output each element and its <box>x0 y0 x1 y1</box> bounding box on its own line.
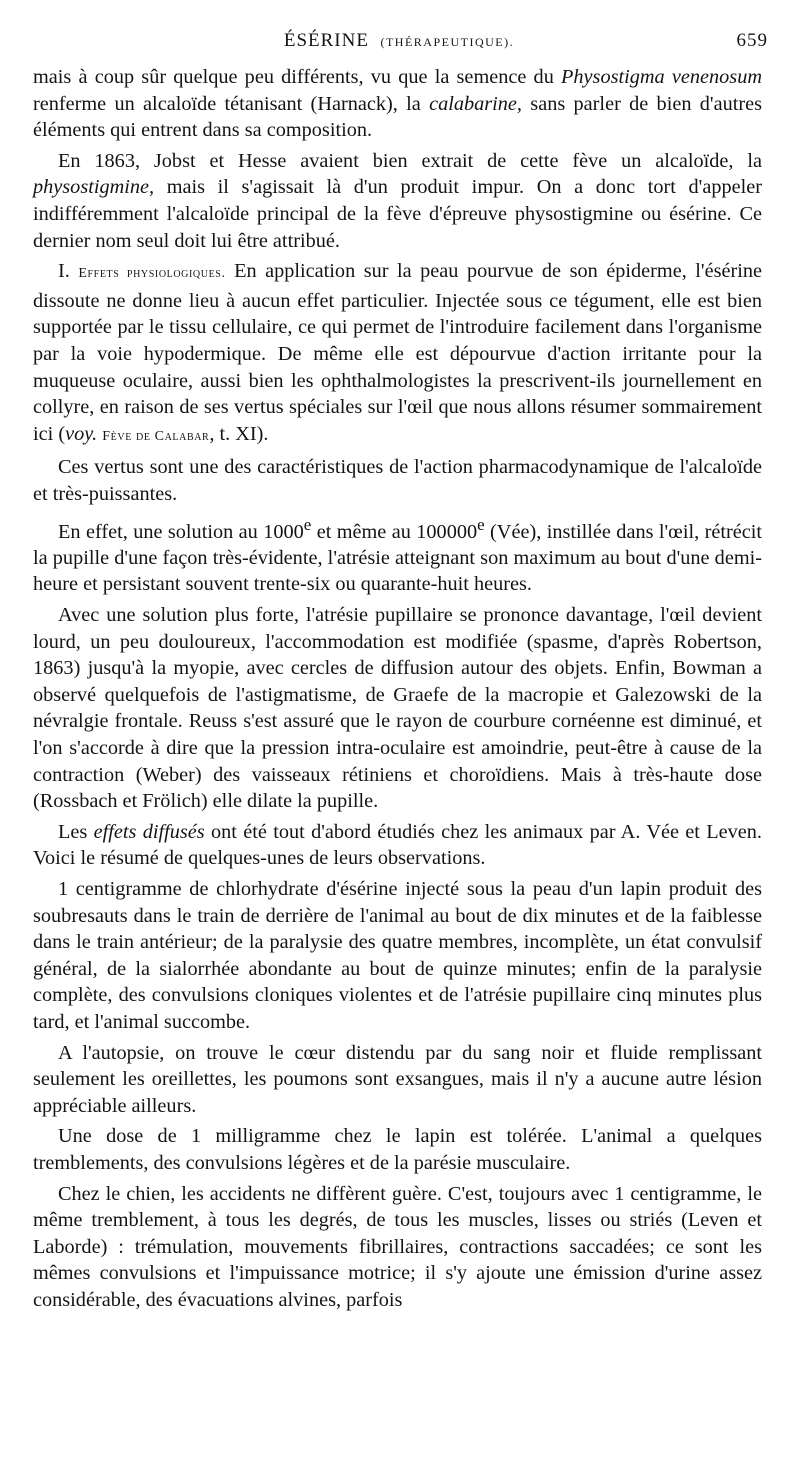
text-run: Une dose de 1 milligramme chez le lapin est tolérée. L'animal a quelques tremblements, des convulsions légères et de la parésie musculaire. <box>33 1125 762 1174</box>
italic-term: voy. <box>65 422 98 445</box>
italic-term: calabarine, <box>429 92 523 115</box>
superscript: e <box>477 514 485 534</box>
paragraph <box>33 876 762 1036</box>
paragraph <box>33 512 762 599</box>
running-header <box>30 30 768 56</box>
section-number: I. <box>58 260 79 283</box>
text-run: sans parler de bien d'autres éléments qui entrent dans sa composition. <box>33 92 762 142</box>
italic-term: Physostigma venenosum <box>561 66 762 88</box>
body-text <box>33 64 762 1317</box>
text-run: Chez le chien, les accidents ne diffèrent guère. C'est, toujours avec 1 centigramme, le même tremblement, à tous les degrés, de tous les muscles, lisses ou striés (Leven et Laborde) : trémulation, mouvements fibrillaires, contractions saccadées; ce sont les mêmes convulsions et l'impuissance motrice; il s'y ajoute une émission d'urine assez considérable, des évacuations alvines, parfois <box>33 1182 762 1311</box>
page-number: 659 <box>736 30 768 51</box>
paragraph <box>33 148 762 254</box>
paragraph <box>33 454 762 507</box>
text-run: A l'autopsie, on trouve le cœur distendu par du sang noir et fluide remplissant seulement les oreillettes, les poumons sont exsangues, mais il n'y a aucune autre lésion appréciable ailleurs. <box>33 1041 762 1117</box>
text-run: (Vée), instillée dans l'œil, rétrécit la pupille d'une façon très-évidente, l'atrésie atteignant son maximum au bout d'une demi-heure et persistant souvent trente-six ou quarante-huit heures. <box>33 520 762 596</box>
cross-reference: Fève de Calabar <box>102 428 210 444</box>
italic-term: physostigmine, <box>33 176 155 199</box>
running-title <box>30 30 768 52</box>
text-run: , t. XI). <box>209 422 269 445</box>
running-title-main: ÉSÉRINE <box>283 30 369 51</box>
text-run: Les <box>58 820 94 843</box>
italic-term: effets diffusés <box>93 820 205 843</box>
text-run: En 1863, Jobst et Hesse avaient bien extrait de cette fève un alcaloïde, la <box>58 149 762 172</box>
paragraph <box>33 64 762 144</box>
text-run: Ces vertus sont une des caractéristiques de l'action pharmacodynamique de l'alcaloïde et très-puissantes. <box>33 456 762 505</box>
text-run: mais il s'agissait là d'un produit impur. On a donc tort d'appeler indifféremment l'alcaloïde principal de la fève d'épreuve physostigmine ou ésérine. Ce dernier nom seul doit lui être attribué. <box>33 176 762 252</box>
paragraph <box>33 1181 762 1314</box>
running-title-subtitle: (THÉRAPEUTIQUE). <box>380 35 515 49</box>
text-run: 1 centigramme de chlorhydrate d'ésérine injecté sous la peau d'un lapin produit des soubresauts dans le train de derrière de l'animal au bout de dix minutes et de la faiblesse dans le train antérieur; de la paralysie des quatre membres, incomplète, un état convulsif général, de la sialorrhée abondante au bout de quinze minutes; enfin de la paralysie complète, des convulsions cloniques violentes et de l'atrésie pupillaire cinq minutes plus tard, et l'animal succombe. <box>33 877 762 1033</box>
paragraph <box>33 1123 762 1176</box>
text-run: Avec une solution plus forte, l'atrésie pupillaire se prononce davantage, l'œil devient lourd, un peu douloureux, l'accommodation est modifiée (spasme, d'après Robertson, 1863) jusqu'à la myopie, avec cercles de diffusion autour des objets. Enfin, Bowman a observé quelquefois de l'astigmatisme, de Graefe de la macropie et Galezowski de la névralgie frontale. Reuss s'est assuré que le rayon de courbure cornéenne est diminué, et l'on s'accorde à dire que la pression intra-oculaire est amoindrie, peut-être à cause de la contraction (Weber) des vaisseaux rétiniens et choroïdiens. Mais à très-haute dose (Rossbach et Frölich) elle dilate la pupille. <box>33 604 762 813</box>
text-run: En application sur la peau pourvue de son épiderme, l'ésérine dissoute ne donne lieu à aucun effet particulier. Injectée sous ce tégument, elle est bien supportée par le tissu cellulaire, ce qui permet de l'introduire facilement dans l'organisme par la voie hypodermique. De même elle est dépourvue d'action irritante pour la muqueuse oculaire, aussi bien les ophthalmologistes la prescrivent-ils journellement en collyre, en raison de ses vertus spéciales sur l'œil que nous allons résumer sommairement ici ( <box>33 260 762 445</box>
text-run: renferme un alcaloïde tétanisant (Harnack), la <box>33 92 430 115</box>
text-run: ont été tout d'abord étudiés chez les animaux par A. Vée et Leven. Voici le résumé de quelques-unes de leurs observations. <box>33 820 763 870</box>
paragraph <box>33 602 762 815</box>
text-run: mais à coup sûr quelque peu différents, vu que la semence du <box>33 66 562 88</box>
paragraph <box>33 1040 762 1120</box>
superscript: e <box>303 514 312 534</box>
text-run: En effet, une solution au 1000 <box>58 520 304 543</box>
paragraph <box>33 819 762 872</box>
paragraph <box>33 258 762 450</box>
text-run: et même au 100000 <box>311 520 478 543</box>
section-heading: Effets physiologiques. <box>78 266 226 282</box>
